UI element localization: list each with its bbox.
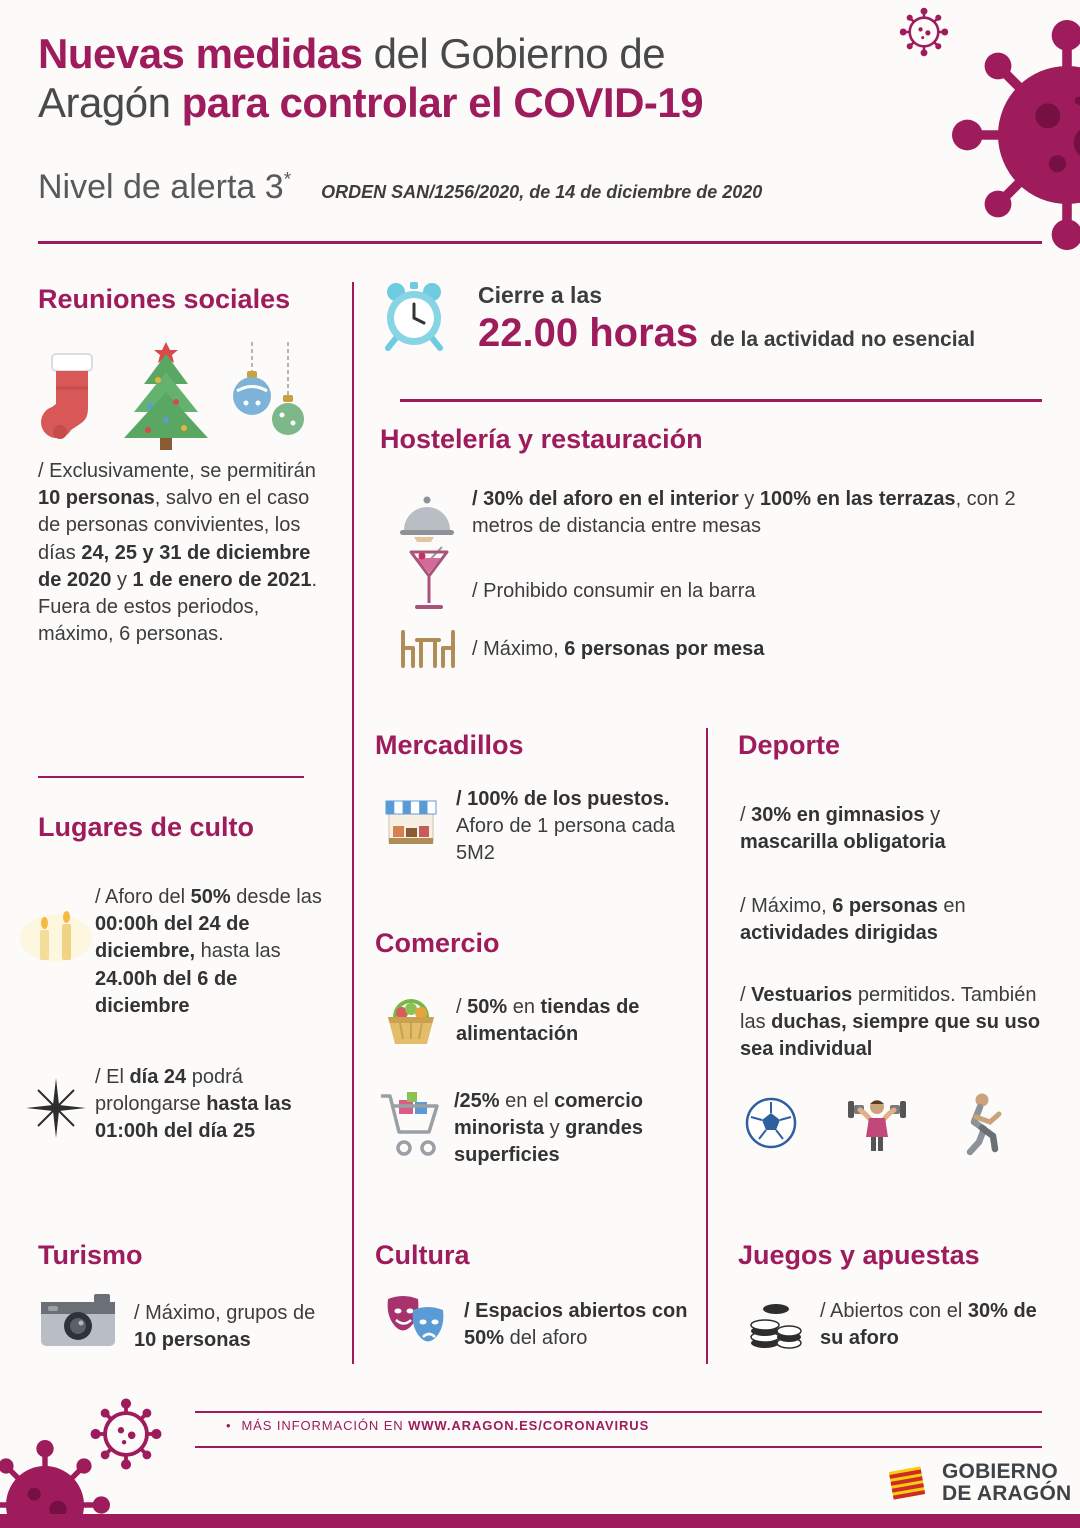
text-segment: y (738, 488, 760, 510)
logo-line-2: DE ARAGÓN (942, 1482, 1072, 1505)
ornaments-icon (230, 342, 308, 452)
christmas-stocking-icon (40, 348, 102, 452)
text-segment: tiendas de alimentación (456, 996, 640, 1046)
logo-line-1: GOBIERNO (942, 1459, 1058, 1483)
text-segment: / Máximo, (472, 638, 565, 660)
text-segment: grandes superficies (454, 1117, 643, 1167)
turismo-item-1 (134, 1300, 329, 1354)
text-segment: duchas, siempre que su uso sea individual (740, 1011, 1041, 1061)
text-segment: / 30% del aforo en el interior (472, 488, 739, 510)
table-chairs-icon (398, 624, 458, 670)
order-reference: ORDEN SAN/1256/2020, de 14 de diciembre de 2020 (321, 182, 763, 202)
camera-icon (38, 1292, 118, 1350)
text-segment: hasta las (195, 940, 281, 963)
hosteleria-title: Hostelería y restauración (380, 424, 703, 454)
text-segment: / (740, 984, 752, 1006)
soccer-ball-icon (744, 1096, 798, 1150)
footer-info (226, 1418, 649, 1433)
title-accent: Nuevas medidas (38, 30, 363, 77)
text-segment: 6 personas (832, 895, 938, 917)
culto-title: Lugares de culto (38, 812, 255, 842)
footer-divider-top (195, 1411, 1042, 1413)
gobierno-aragon-logo (884, 1460, 1071, 1506)
title-plain: del Gobierno de (362, 30, 666, 77)
deporte-item-1 (740, 802, 1038, 856)
text-segment: / El (95, 1066, 130, 1088)
weightlifter-icon (846, 1092, 908, 1154)
cultura-title: Cultura (375, 1240, 470, 1270)
text-segment: / Exclusivamente, se permitirán (38, 460, 316, 482)
left-column-divider (38, 776, 304, 778)
footer-divider-bottom (195, 1446, 1042, 1448)
text-segment: / Abiertos con el (820, 1300, 968, 1322)
runner-icon (950, 1092, 1004, 1158)
culto-item-1 (95, 884, 337, 1020)
closure-scope: de la actividad no esencial (710, 328, 976, 351)
deporte-item-2 (740, 893, 1038, 947)
coronavirus-icon (952, 20, 1080, 250)
text-segment: Vestuarios (751, 984, 853, 1006)
closure-line (478, 311, 975, 356)
alarm-clock-icon (382, 280, 446, 352)
comercio-item-2 (454, 1088, 702, 1170)
aragon-flag-icon (884, 1460, 930, 1506)
closure-block (478, 282, 975, 356)
mercadillos-item-1 (456, 786, 688, 868)
alert-level (38, 168, 291, 207)
text-segment: / Espacios abiertos con 50% (464, 1300, 688, 1350)
text-segment: 50% (467, 996, 508, 1018)
bullet-icon: • (226, 1418, 232, 1433)
serving-cloche-icon (398, 492, 456, 542)
text-segment: /25% (454, 1090, 500, 1112)
candles-icon (18, 904, 94, 970)
text-segment: / (740, 804, 752, 826)
coronavirus-icon (898, 6, 950, 58)
text-segment: en el (499, 1090, 555, 1112)
text-segment: 10 personas (134, 1329, 251, 1352)
text-segment: / (456, 996, 468, 1018)
footer-info-prefix: MÁS INFORMACIÓN EN (241, 1418, 404, 1433)
turismo-title: Turismo (38, 1240, 143, 1270)
text-segment: / 100% de los puestos. (456, 788, 670, 810)
juegos-item-1 (820, 1298, 1045, 1352)
market-stall-icon (383, 796, 439, 856)
text-segment: en (507, 996, 541, 1018)
text-segment: desde las (230, 886, 322, 908)
text-segment: 50% (190, 886, 231, 908)
christmas-icons-row (40, 340, 308, 452)
text-segment: y (111, 568, 133, 591)
shopping-cart-icon (378, 1088, 442, 1162)
vertical-divider-right (706, 728, 708, 1364)
footer-info-text (241, 1418, 649, 1433)
text-segment: 6 personas por mesa (564, 638, 765, 660)
juegos-title: Juegos y apuestas (738, 1240, 980, 1270)
comercio-title: Comercio (375, 928, 500, 958)
text-segment: mascarilla obligatoria (740, 831, 946, 854)
comercio-item-1 (456, 994, 694, 1048)
reuniones-title: Reuniones sociales (38, 284, 291, 314)
header-divider (38, 241, 1042, 244)
alert-level-text: Nivel de alerta 3 (38, 168, 284, 206)
bottom-accent-bar (0, 1514, 1080, 1528)
text-segment: Aforo de 1 persona cada 5M2 (456, 815, 676, 865)
text-segment: 1 de enero de 2021 (132, 568, 312, 591)
text-segment: . Fuera de estos periodos, máximo, 6 personas. (38, 568, 318, 646)
hosteleria-item-3 (472, 636, 992, 663)
text-segment: / Aforo del (95, 886, 191, 908)
text-segment: , salvo en el caso de personas convivientes, los días (38, 487, 310, 564)
text-segment: del aforo (504, 1327, 588, 1350)
closure-divider (400, 399, 1042, 402)
text-segment: hasta las 01:00h del día 25 (95, 1093, 292, 1143)
reuniones-paragraph (38, 458, 330, 648)
text-segment: y (924, 804, 941, 826)
text-segment: comercio minorista (454, 1090, 644, 1140)
star-icon (24, 1076, 88, 1140)
closure-intro: Cierre a las (478, 282, 603, 308)
closure-time: 22.00 horas (478, 311, 699, 355)
text-segment: / Máximo, grupos de (134, 1302, 316, 1324)
text-segment: permitidos. También las (740, 984, 1037, 1034)
food-basket-icon (383, 990, 439, 1048)
text-segment: podrá prolongarse (95, 1066, 243, 1116)
christmas-tree-icon (120, 340, 212, 452)
theater-masks-icon (383, 1294, 449, 1352)
text-segment: 24.00h del 6 de diciembre (95, 967, 238, 1017)
text-segment: 24, 25 y 31 de diciembre de 2020 (38, 541, 311, 591)
mercadillos-title: Mercadillos (375, 730, 524, 760)
text-segment: 100% en las terrazas (759, 488, 956, 510)
text-segment: en (937, 895, 966, 917)
text-segment: día 24 (129, 1066, 187, 1088)
footer-info-url[interactable]: WWW.ARAGON.ES/CORONAVIRUS (408, 1418, 650, 1433)
alert-row (38, 168, 762, 207)
cocktail-icon (408, 546, 450, 612)
deporte-item-3 (740, 982, 1046, 1064)
text-segment: , con 2 metros de distancia entre mesas (472, 488, 1016, 538)
hosteleria-item-1 (472, 486, 1038, 540)
page-title (38, 30, 888, 127)
alert-asterisk: * (283, 169, 292, 191)
text-segment: 10 personas (38, 487, 155, 510)
hosteleria-item-2: / Prohibido consumir en la barra (472, 580, 756, 602)
logo-text (942, 1461, 1071, 1505)
text-segment: 30% de su aforo (820, 1300, 1037, 1350)
title-plain: Aragón (38, 78, 182, 126)
text-segment: / Máximo, (740, 895, 833, 917)
cultura-item-1 (464, 1298, 692, 1352)
title-accent: para controlar el COVID-19 (181, 78, 704, 126)
deporte-title: Deporte (738, 730, 841, 760)
text-segment: 30% en gimnasios (751, 804, 925, 826)
text-segment: y (544, 1117, 566, 1140)
text-segment: actividades dirigidas (740, 922, 938, 945)
title-line-1 (38, 30, 888, 79)
culto-item-2 (95, 1064, 335, 1146)
text-segment: 00:00h del 24 de diciembre, (95, 913, 250, 963)
vertical-divider-left (352, 282, 354, 1364)
poker-chips-icon (748, 1296, 804, 1352)
title-line-2 (38, 79, 888, 128)
